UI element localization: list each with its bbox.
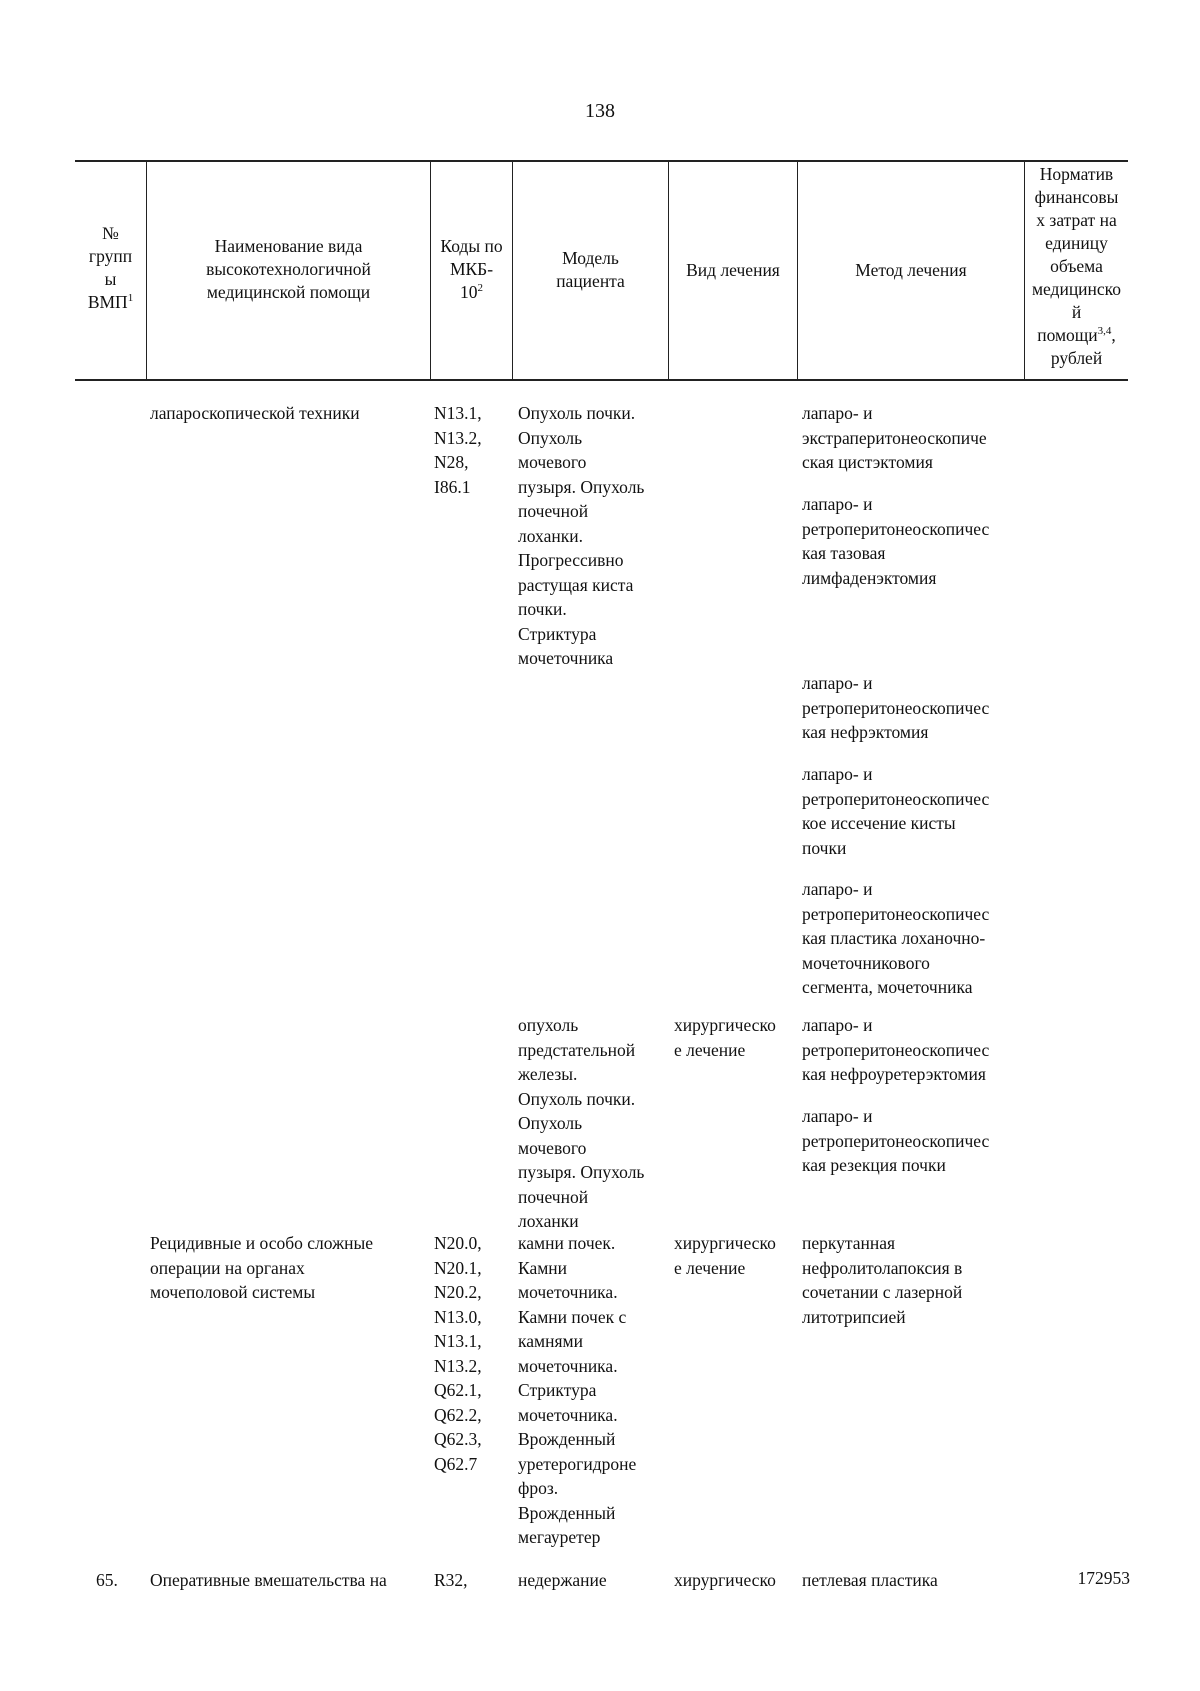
r1-method-2: лапаро- и ретроперитонеоскопичес кая тазовая лимфаденэктомия xyxy=(802,494,990,588)
r1-method-3: лапаро- и ретроперитонеоскопичес кая нефрэктомия xyxy=(802,673,990,742)
table-header-bottom-border xyxy=(75,379,1128,381)
header-vmp-name: Наименование вида высокотехнологичной медицинской помощи xyxy=(206,236,371,302)
r4-vmp-name: Оперативные вмешательства на xyxy=(150,1570,387,1590)
header-cost-standard: Норматив финансовы х затрат на единицу объема медицинско й помощи$^{3,4}$, рублей xyxy=(1031,164,1122,368)
r1-method-5: лапаро- и ретроперитонеоскопичес кая пластика лоханочно- мочеточникового сегмента, мочеточника xyxy=(802,879,990,997)
header-group-number: № групп ы ВМП$^1$ xyxy=(87,223,134,312)
r4-icd-codes: R32, xyxy=(434,1570,468,1590)
r2-patient-model: опухоль предстательной железы. Опухоль почки. Опухоль мочевого пузыря. Опухоль почечной лоханки xyxy=(518,1015,645,1231)
r4-group-number: 65. xyxy=(96,1570,118,1590)
r1-method-4: лапаро- и ретроперитонеоскопичес кое иссечение кисты почки xyxy=(802,764,990,858)
r4-cost: 172953 xyxy=(1077,1568,1130,1588)
header-treatment-method: Метод лечения xyxy=(855,260,967,280)
r3-treatment-type: хирургическо е лечение xyxy=(674,1233,776,1278)
r1-patient-model: Опухоль почки. Опухоль мочевого пузыря. Опухоль почечной лоханки. Прогрессивно растущая киста почки. Стриктура мочеточника xyxy=(518,403,645,668)
r3-patient-model: камни почек. Камни мочеточника. Камни почек с камнями мочеточника. Стриктура мочеточника. Врожденный уретерогидроне фроз. Врожденный мегауретер xyxy=(518,1233,637,1547)
page-number: 138 xyxy=(585,100,615,122)
table-top-border xyxy=(75,160,1128,162)
r2-treatment-type: хирургическо е лечение xyxy=(674,1015,776,1060)
r1-vmp-name: лапароскопической техники xyxy=(150,403,360,423)
r4-method: петлевая пластика xyxy=(802,1570,938,1590)
r4-patient-model: недержание xyxy=(518,1570,607,1590)
r1-icd-codes: N13.1, N13.2, N28, I86.1 xyxy=(434,403,482,497)
r2-method-1: лапаро- и ретроперитонеоскопичес кая нефроуретерэктомия xyxy=(802,1015,990,1084)
r4-treatment-type: хирургическо xyxy=(674,1570,776,1590)
header-treatment-type: Вид лечения xyxy=(686,260,780,280)
header-patient-model: Модель пациента xyxy=(556,248,625,291)
r2-method-2: лапаро- и ретроперитонеоскопичес кая резекция почки xyxy=(802,1106,990,1175)
r3-icd-codes: N20.0, N20.1, N20.2, N13.0, N13.1, N13.2, Q62.1, Q62.2, Q62.3, Q62.7 xyxy=(434,1233,482,1474)
r1-method-1: лапаро- и экстраперитонеоскопиче ская цистэктомия xyxy=(802,403,987,472)
header-icd-codes: Коды по МКБ- $10^2$ xyxy=(440,236,503,302)
r3-vmp-name: Рецидивные и особо сложные операции на органах мочеполовой системы xyxy=(150,1233,374,1302)
r3-method: перкутанная нефролитолапоксия в сочетании с лазерной литотрипсией xyxy=(802,1233,963,1327)
